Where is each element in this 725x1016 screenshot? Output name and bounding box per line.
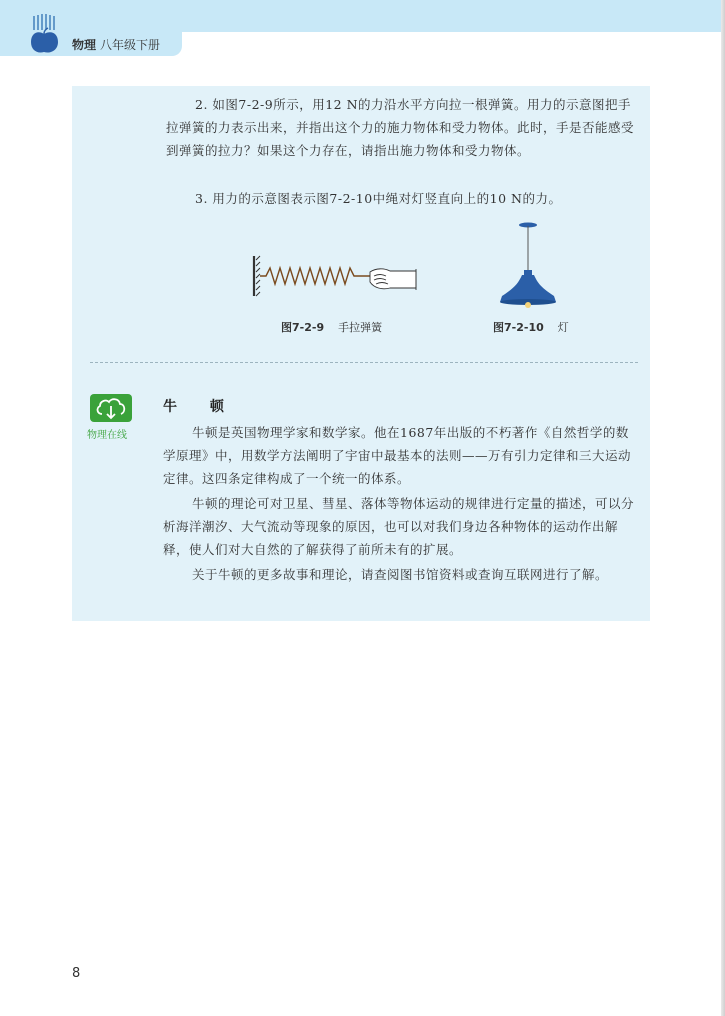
header-band: [0, 0, 725, 32]
figure-caption-spring: [281, 319, 382, 335]
section-title: 牛 顿: [163, 399, 238, 415]
online-label: 物理在线: [87, 430, 127, 441]
page-edge: [721, 0, 725, 1016]
spring-hand-figure: [250, 254, 420, 298]
exercise-2: 2. 如图7-2-9所示，用12 N的力沿水平方向拉一根弹簧。用力的示意图把手拉弹簧的力表示出来，并指出这个力的施力物体和受力物体。此时，手是否能感受到弹簧的拉力？如果这个力存在，请指出施力物体和受力物体。: [166, 97, 635, 158]
figure-caption-text: 手拉弹簧: [338, 321, 383, 334]
newton-paragraph-1: 牛顿是英国物理学家和数学家。他在1687年出版的不朽著作《自然哲学的数学原理》中，用数学方法阐明了宇宙中最基本的法则——万有引力定律和三大运动定律。这四条定律构成了一个统一的体系。: [163, 425, 632, 486]
book-title: [72, 36, 160, 53]
lamp-figure: [494, 222, 562, 314]
page-number: 8: [72, 966, 81, 981]
apple-logo-icon: [28, 14, 62, 56]
figure-caption-text: 灯: [557, 321, 569, 334]
newton-paragraph-3: 关于牛顿的更多故事和理论，请查阅图书馆资料或查询互联网进行了解。: [192, 567, 609, 582]
wall: [254, 256, 260, 296]
spring-coil: [260, 268, 370, 284]
figure-caption-lamp: [493, 319, 569, 335]
subject-label: 物理: [72, 38, 97, 52]
hand: [370, 269, 416, 290]
book-label: 八年级下册: [100, 38, 161, 52]
cloud-download-icon: [90, 394, 132, 422]
figure-number: 图7-2-10: [493, 321, 544, 334]
exercise-3: 3. 用力的示意图表示图7-2-10中绳对灯竖直向上的10 N的力。: [195, 191, 562, 206]
figure-number: 图7-2-9: [281, 321, 325, 334]
newton-paragraph-2: 牛顿的理论可对卫星、彗星、落体等物体运动的规律进行定量的描述，可以分析海洋潮汐、大气流动等现象的原因，也可以对我们身边各种物体的运动作出解释，使人们对大自然的了解获得了前所未有的扩展。: [163, 496, 635, 557]
dashed-divider: [90, 362, 638, 363]
